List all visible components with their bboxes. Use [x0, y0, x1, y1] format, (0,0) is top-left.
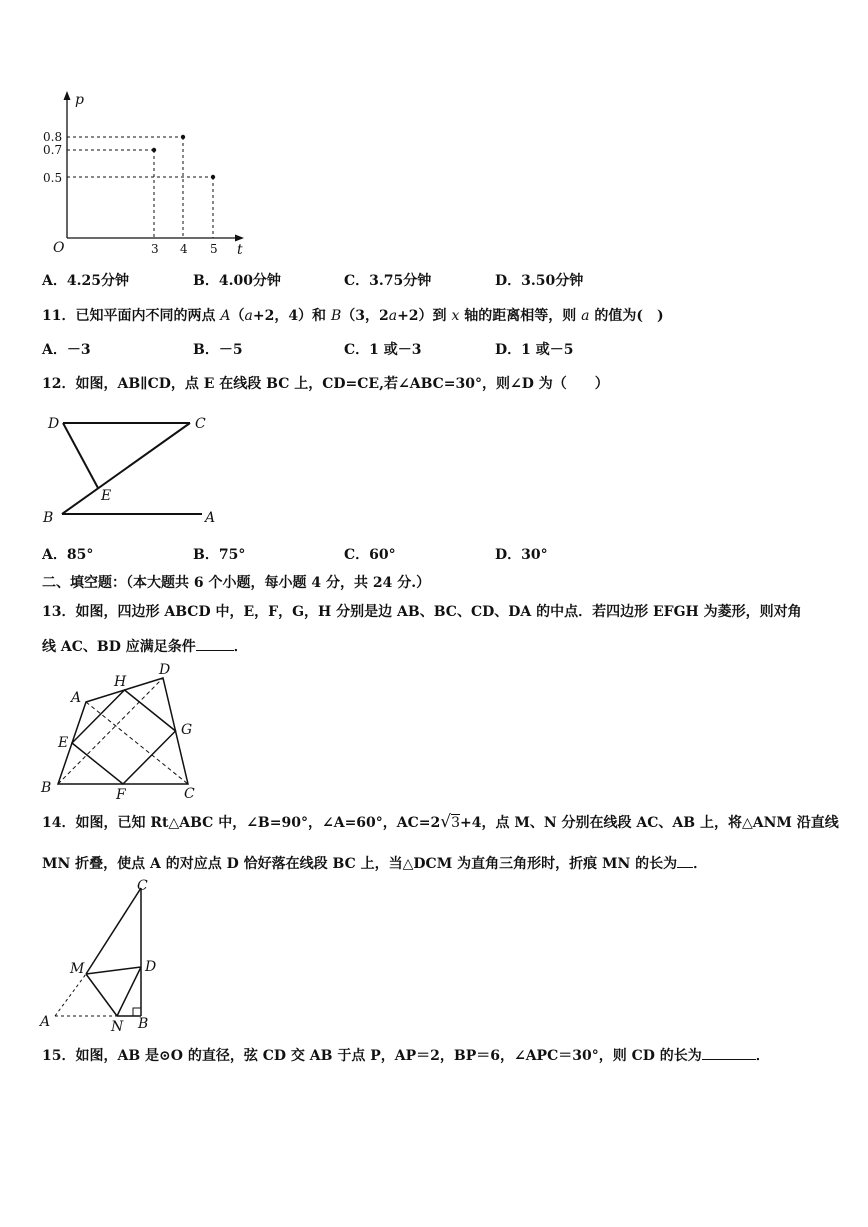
y-tick-0.8: 0.8	[43, 130, 63, 144]
y-axis-arrow-icon	[64, 91, 71, 100]
q11-point-b: B	[330, 308, 342, 324]
q14-label-m: M	[70, 961, 85, 977]
q15-answer-blank[interactable]	[702, 1045, 756, 1060]
q14-label-b: B	[138, 1016, 149, 1032]
q11-option-b: B．－5	[193, 342, 243, 358]
q10-option-d: D．3.50分钟	[495, 273, 584, 289]
q14-line1	[42, 812, 839, 833]
q12-figure	[40, 410, 240, 530]
segment-cb	[62, 423, 190, 514]
q13-label-c: C	[184, 786, 195, 802]
q14-label-d: D	[145, 959, 157, 975]
point-4-0.8	[181, 135, 185, 139]
q12-option-d: D．30°	[495, 547, 548, 563]
q11-b-coord: （3，2	[341, 308, 389, 324]
q13-label-a: A	[71, 690, 82, 706]
segment-de	[63, 423, 98, 488]
x-tick-3: 3	[151, 242, 159, 256]
section-heading: 二、填空题：（本大题共 6 个小题，每小题 4 分，共 24 分.）	[42, 575, 431, 591]
y-axis-label: p	[75, 92, 84, 108]
y-tick-0.5: 0.5	[43, 171, 63, 185]
q11-var-a3: a	[581, 308, 590, 324]
x-tick-5: 5	[210, 242, 218, 256]
segment-am	[55, 974, 86, 1016]
x-axis-arrow-icon	[235, 235, 244, 242]
q12-label-d: D	[48, 416, 60, 432]
origin-label: O	[53, 240, 65, 256]
segment-nd	[117, 967, 141, 1016]
q13-label-b: B	[41, 780, 52, 796]
q13-label-e: E	[58, 735, 69, 751]
q14-line2-text: MN 折叠，使点 A 的对应点 D 恰好落在线段 BC 上，当△DCM 为直角三角形时，折痕 MN 的长为	[42, 856, 678, 872]
q12-label-b: B	[43, 510, 54, 526]
q12-label-e: E	[101, 488, 112, 504]
point-3-0.7	[152, 148, 156, 152]
q14-line1b: +4，点 M、N 分别在线段 AC、AB 上，将△ANM 沿直线	[460, 815, 839, 831]
q15-end: ．	[755, 1048, 770, 1064]
point-5-0.5	[211, 175, 215, 179]
x-tick-4: 4	[180, 242, 188, 256]
q11-option-a: A．－3	[42, 342, 91, 358]
q12-option-c: C．60°	[344, 547, 396, 563]
x-axis-label: t	[237, 242, 243, 258]
q11-var-x: x	[451, 308, 460, 324]
q11-text-c: 的值为( )	[589, 308, 664, 324]
q11-number: 11．	[42, 308, 76, 324]
q13-line2	[42, 636, 248, 657]
q13-line2-text: 线 AC、BD 应满足条件	[42, 639, 196, 655]
q13-answer-blank[interactable]	[196, 636, 234, 651]
q14-label-c: C	[137, 878, 148, 894]
q14-label-n: N	[111, 1019, 124, 1035]
q15-question	[42, 1045, 770, 1066]
q11-coord-rest: +2，4）和	[252, 308, 331, 324]
q11-option-c: C．1 或－3	[344, 342, 422, 358]
q14-answer-blank[interactable]	[677, 853, 693, 868]
segment-mn	[86, 974, 117, 1016]
q11-coord-open: （	[230, 308, 245, 324]
q11-var-a2: a	[388, 308, 398, 324]
q12-label-c: C	[195, 416, 206, 432]
q13-label-g: G	[181, 722, 193, 738]
q14-figure	[38, 878, 178, 1038]
segment-cm	[86, 888, 141, 974]
q11-b-rest: +2）到	[397, 308, 452, 324]
q11-var-a1: a	[244, 308, 253, 324]
q14-line1a: 14．如图，已知 Rt△ABC 中，∠B=90°，∠A=60°，AC=2	[42, 815, 441, 831]
q10-option-c: C．3.75分钟	[344, 273, 432, 289]
q11-option-d: D．1 或－5	[495, 342, 574, 358]
q14-line2	[42, 853, 707, 874]
q15-text: 15．如图，AB 是⊙O 的直径，弦 CD 交 AB 于点 P，AP＝2，BP＝6，∠APC＝30°，则 CD 的长为	[42, 1048, 702, 1064]
q13-line2-end: ．	[233, 639, 248, 655]
q14-label-a: A	[40, 1014, 51, 1030]
q10-option-b: B．4.00分钟	[193, 273, 281, 289]
q13-label-h: H	[114, 674, 127, 690]
rhombus-efgh	[72, 690, 176, 784]
q13-figure	[38, 660, 218, 803]
q13-line1: 13．如图，四边形 ABCD 中，E，F，G，H 分别是边 AB、BC、CD、DA 的中点．若四边形 EFGH 为菱形，则对角	[42, 604, 802, 620]
q14-line2-end: ．	[693, 856, 708, 872]
q11-question	[42, 306, 664, 326]
q10-graph	[40, 88, 300, 258]
q12-question: 12．如图，AB∥CD，点 E 在线段 BC 上，CD=CE,若∠ABC=30°，则∠D 为（ ）	[42, 376, 609, 392]
q13-label-f: F	[116, 787, 126, 803]
q12-label-a: A	[205, 510, 216, 526]
q13-label-d: D	[159, 662, 171, 678]
q14-sqrt-radicand: 3	[451, 815, 461, 831]
q11-text-b: 轴的距离相等，则	[459, 308, 582, 324]
segment-md	[86, 967, 141, 974]
q11-point-a: A	[220, 308, 231, 324]
q12-option-a: A．85°	[42, 547, 94, 563]
q12-option-b: B．75°	[193, 547, 246, 563]
q10-option-a: A．4.25分钟	[42, 273, 129, 289]
sqrt-icon: √	[440, 812, 452, 832]
y-tick-0.7: 0.7	[43, 143, 63, 157]
right-angle-icon	[133, 1008, 141, 1016]
q11-text-a: 已知平面内不同的两点	[75, 308, 221, 324]
